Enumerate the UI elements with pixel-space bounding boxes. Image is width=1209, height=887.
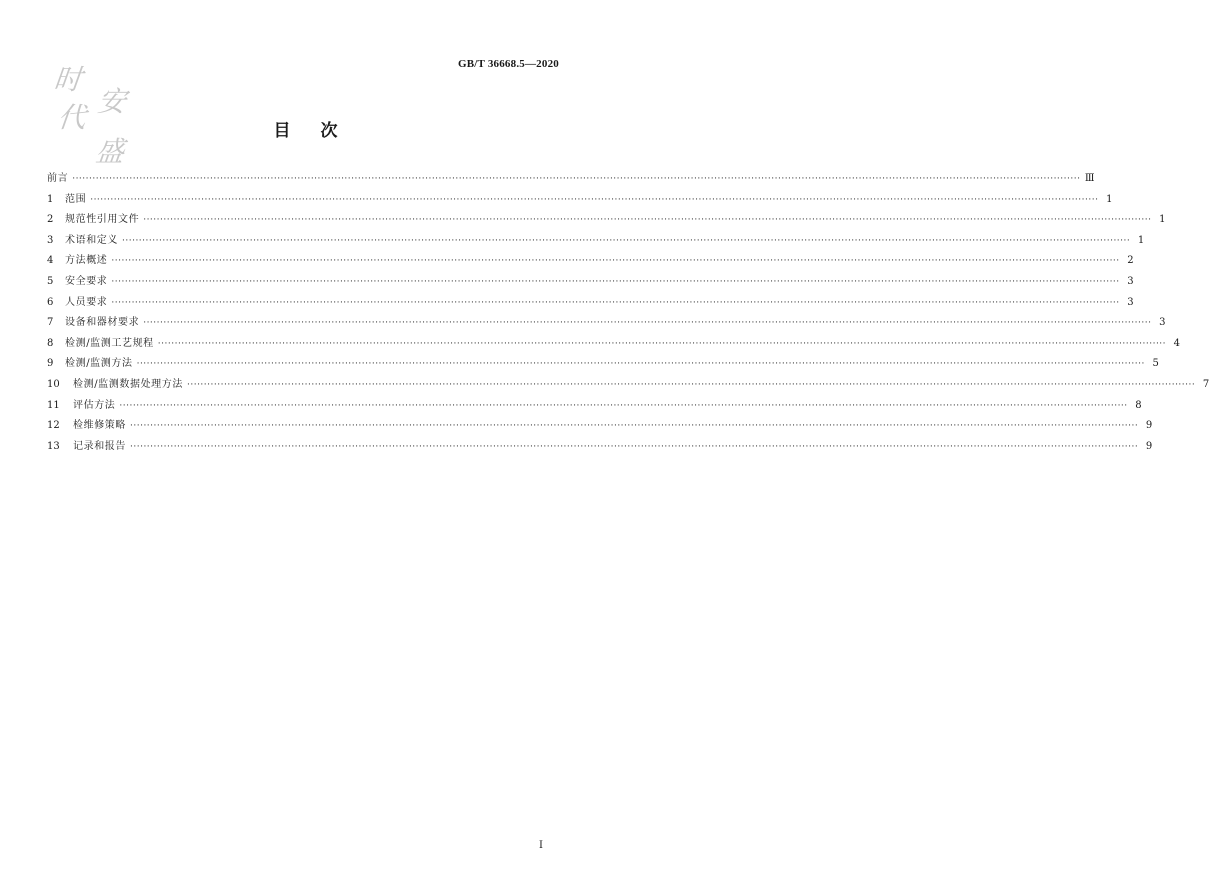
toc-entry-page: 4: [1173, 337, 1181, 349]
watermark-char: 盛: [94, 135, 126, 168]
toc-dot-leader: ············································································································································································································································································································: [130, 421, 1139, 432]
watermark-logo: [52, 58, 147, 168]
toc-entry-label: 评估方法: [73, 399, 116, 411]
standard-number: GB/T 36668.5—2020: [458, 58, 559, 70]
toc-entry-number: 13: [47, 440, 60, 452]
toc-dot-leader: ············································································································································································································································································································: [90, 194, 1099, 205]
toc-dot-leader: ············································································································································································································································································································: [157, 338, 1167, 349]
toc-entry-number: 1: [47, 193, 54, 205]
toc-entry-label: 检测/监测数据处理方法: [73, 378, 183, 390]
toc-entry-label: 检测/监测工艺规程: [65, 337, 154, 349]
toc-entry-page: 5: [1152, 358, 1159, 370]
toc-entry-number: 9: [47, 358, 54, 370]
toc-entry-label: 安全要求: [65, 275, 108, 287]
toc-entry[interactable]: [47, 251, 1134, 272]
toc-entry-number: 8: [47, 337, 54, 349]
table-of-contents: [47, 169, 1209, 457]
toc-entry-number: 7: [47, 317, 54, 329]
toc-entry[interactable]: [47, 396, 1142, 417]
toc-entry[interactable]: [47, 190, 1113, 211]
toc-entry-page: 3: [1159, 317, 1166, 329]
toc-entry-number: 10: [47, 378, 60, 390]
toc-entry-number: 3: [47, 234, 54, 246]
toc-entry-label: 范围: [65, 193, 87, 205]
toc-entry-page: 1: [1159, 214, 1166, 226]
toc-entry-number: 4: [47, 255, 54, 267]
toc-entry-label: 前言: [47, 173, 69, 184]
toc-dot-leader: ············································································································································································································································································································: [186, 379, 1196, 390]
toc-entry[interactable]: [47, 231, 1145, 252]
toc-dot-leader: ············································································································································································································································································································: [111, 256, 1120, 267]
toc-entry-page: 3: [1127, 296, 1134, 308]
page-number: I: [539, 840, 543, 851]
watermark-char: 代: [56, 101, 88, 134]
toc-entry-page: 9: [1145, 440, 1153, 452]
toc-entry[interactable]: [47, 437, 1153, 458]
toc-entry-number: 12: [47, 420, 60, 432]
toc-entry-number: 11: [47, 399, 60, 411]
toc-entry-label: 方法概述: [65, 255, 108, 267]
toc-entry[interactable]: [47, 334, 1181, 355]
toc-entry[interactable]: [47, 169, 1095, 190]
toc-dot-leader: ············································································································································································································································································································: [143, 215, 1152, 226]
toc-entry-page: 9: [1145, 420, 1153, 432]
toc-title: 目次: [273, 121, 368, 141]
toc-entry-label: 设备和器材要求: [65, 317, 140, 329]
toc-entry-label: 检维修策略: [73, 420, 126, 432]
toc-entry-page: 2: [1127, 255, 1134, 267]
toc-dot-leader: ············································································································································································································································································································: [119, 400, 1128, 411]
toc-entry-label: 人员要求: [65, 296, 108, 308]
toc-entry-page: 3: [1127, 275, 1134, 287]
toc-entry[interactable]: [47, 293, 1134, 314]
toc-entry-label: 术语和定义: [65, 234, 118, 246]
toc-dot-leader: ············································································································································································································································································································: [130, 441, 1139, 452]
toc-dot-leader: ············································································································································································································································································································: [111, 276, 1120, 287]
toc-entry-label: 检测/监测方法: [65, 358, 133, 370]
toc-entry-number: 2: [47, 214, 54, 226]
toc-entry-page: 8: [1135, 399, 1142, 411]
toc-entry-page: 1: [1137, 234, 1145, 246]
toc-entry[interactable]: [47, 313, 1166, 334]
toc-dot-leader: ············································································································································································································································································································: [143, 318, 1152, 329]
toc-entry-number: 6: [47, 296, 54, 308]
toc-entry-number: 5: [47, 275, 54, 287]
watermark-char: 安: [96, 85, 128, 118]
toc-entry[interactable]: [47, 272, 1134, 293]
toc-entry[interactable]: [47, 375, 1209, 396]
toc-entry-page: 1: [1106, 193, 1113, 205]
watermark-char: 时: [52, 63, 84, 96]
toc-entry[interactable]: [47, 354, 1159, 375]
toc-entry[interactable]: [47, 416, 1153, 437]
toc-dot-leader: ············································································································································································································································································································: [122, 235, 1131, 246]
toc-entry-label: 记录和报告: [73, 440, 126, 452]
toc-entry-page: 7: [1202, 378, 1209, 390]
toc-entry[interactable]: [47, 210, 1166, 231]
toc-entry-page: Ⅲ: [1084, 173, 1095, 184]
toc-dot-leader: ············································································································································································································································································································: [136, 359, 1145, 370]
toc-dot-leader: ············································································································································································································································································································: [111, 297, 1120, 308]
toc-dot-leader: ············································································································································································································································································································: [72, 174, 1081, 184]
toc-entry-label: 规范性引用文件: [65, 214, 140, 226]
